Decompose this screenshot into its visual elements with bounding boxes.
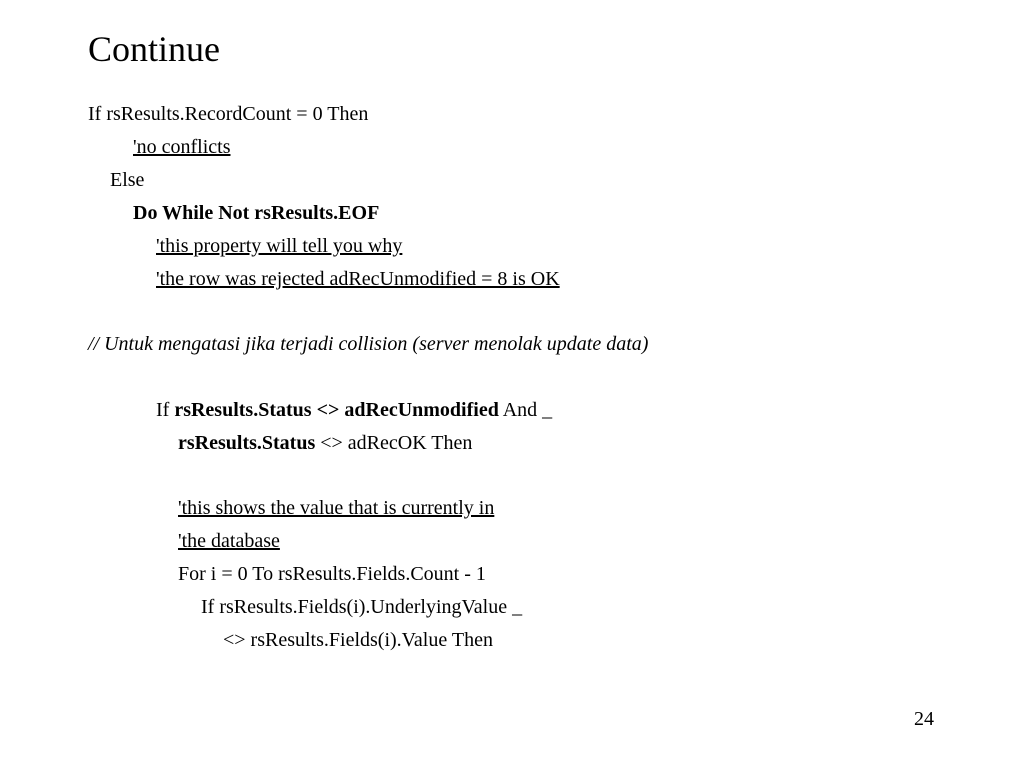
code-comment-database: 'the database	[178, 530, 280, 552]
code-line-if-status	[156, 398, 552, 422]
code-and-continuation: And _	[498, 399, 553, 421]
code-line-if-underlying: If rsResults.Fields(i).UnderlyingValue _	[201, 596, 523, 618]
code-keyword-if: If	[156, 399, 175, 421]
code-comment-row-rejected: 'the row was rejected adRecUnmodified = 8 is OK	[156, 268, 560, 290]
code-comment-no-conflicts: 'no conflicts	[133, 136, 231, 158]
code-line-if-recordcount: If rsResults.RecordCount = 0 Then	[88, 103, 369, 125]
code-line-for-loop: For i = 0 To rsResults.Fields.Count - 1	[178, 563, 486, 585]
page-number: 24	[914, 708, 934, 730]
code-rsresults-status-2: rsResults.Status	[178, 432, 316, 454]
collision-comment: // Untuk mengatasi jika terjadi collision (server menolak update data)	[88, 333, 649, 355]
code-operator-not-equal: <>	[311, 399, 345, 421]
code-comment-property: 'this property will tell you why	[156, 235, 403, 257]
code-adrecok-then: <> adRecOK Then	[315, 432, 473, 454]
slide-title: Continue	[88, 29, 220, 69]
code-line-else: Else	[110, 169, 145, 191]
code-rsresults-status: rsResults.Status	[174, 399, 312, 421]
code-line-status-adrecok	[178, 431, 472, 455]
code-comment-current-value: 'this shows the value that is currently in	[178, 497, 495, 519]
code-line-value-then: <> rsResults.Fields(i).Value Then	[223, 629, 493, 651]
code-adrecunmodified: adRecUnmodified	[344, 399, 499, 421]
code-line-do-while: Do While Not rsResults.EOF	[133, 202, 380, 224]
